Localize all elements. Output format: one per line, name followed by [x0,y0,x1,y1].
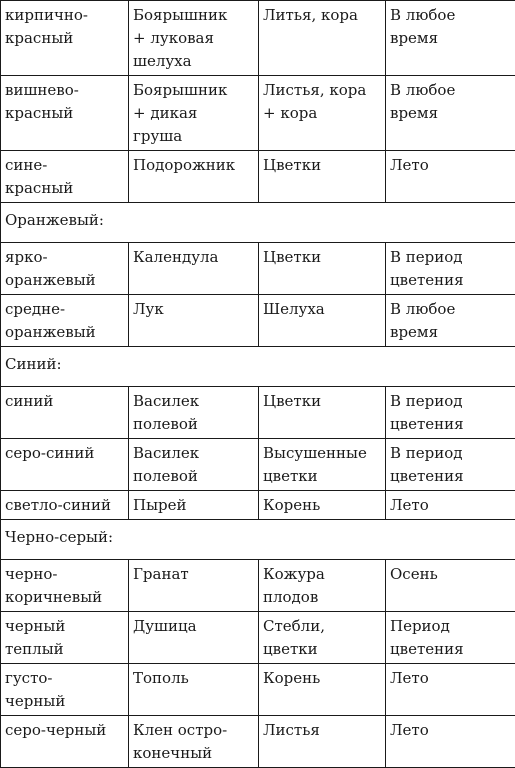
table-row [1,439,515,491]
plant-cell: Боярышник + дикая груша [129,76,259,151]
color-cell: серо-синий [1,439,129,491]
time-cell: В любое время [386,295,515,347]
table-row [1,1,515,76]
time-cell: В любое время [386,1,515,76]
section-row [1,520,515,560]
section-heading: Синий: [1,347,515,387]
part-cell: Высушенные цветки [259,439,386,491]
part-cell: Цветки [259,151,386,203]
color-cell: средне- оранжевый [1,295,129,347]
part-cell: Корень [259,664,386,716]
time-cell: В период цветения [386,243,515,295]
time-cell: Осень [386,560,515,612]
table-row [1,76,515,151]
time-cell: Лето [386,716,515,768]
time-cell: В период цветения [386,439,515,491]
plant-cell: Боярышник + луковая шелуха [129,1,259,76]
plant-cell: Календула [129,243,259,295]
part-cell: Кожура плодов [259,560,386,612]
section-heading: Оранжевый: [1,203,515,243]
table-row [1,560,515,612]
plant-cell: Пырей [129,491,259,520]
part-cell: Цветки [259,243,386,295]
plant-cell: Василек полевой [129,439,259,491]
plant-cell: Подорожник [129,151,259,203]
table-row [1,387,515,439]
color-cell: светло-синий [1,491,129,520]
color-cell: черный теплый [1,612,129,664]
part-cell: Литья, кора [259,1,386,76]
color-cell: кирпично- красный [1,1,129,76]
time-cell: Лето [386,664,515,716]
color-cell: вишнево- красный [1,76,129,151]
part-cell: Листья [259,716,386,768]
time-cell: Период цветения [386,612,515,664]
color-cell: серо-черный [1,716,129,768]
section-row [1,203,515,243]
color-cell: синий [1,387,129,439]
dye-table-body [1,1,515,768]
time-cell: В период цветения [386,387,515,439]
color-cell: ярко- оранжевый [1,243,129,295]
color-cell: сине- красный [1,151,129,203]
table-row [1,151,515,203]
part-cell: Стебли, цветки [259,612,386,664]
part-cell: Листья, кора + кора [259,76,386,151]
section-heading: Черно-серый: [1,520,515,560]
table-row [1,491,515,520]
table-row [1,612,515,664]
time-cell: Лето [386,491,515,520]
table-row [1,664,515,716]
time-cell: В любое время [386,76,515,151]
table-row [1,716,515,768]
color-cell: густо- черный [1,664,129,716]
part-cell: Корень [259,491,386,520]
plant-cell: Клен остро- конечный [129,716,259,768]
part-cell: Шелуха [259,295,386,347]
table-row [1,243,515,295]
plant-cell: Тополь [129,664,259,716]
color-cell: черно- коричневый [1,560,129,612]
plant-cell: Гранат [129,560,259,612]
plant-cell: Василек полевой [129,387,259,439]
plant-cell: Душица [129,612,259,664]
section-row [1,347,515,387]
plant-cell: Лук [129,295,259,347]
table-row [1,295,515,347]
part-cell: Цветки [259,387,386,439]
time-cell: Лето [386,151,515,203]
